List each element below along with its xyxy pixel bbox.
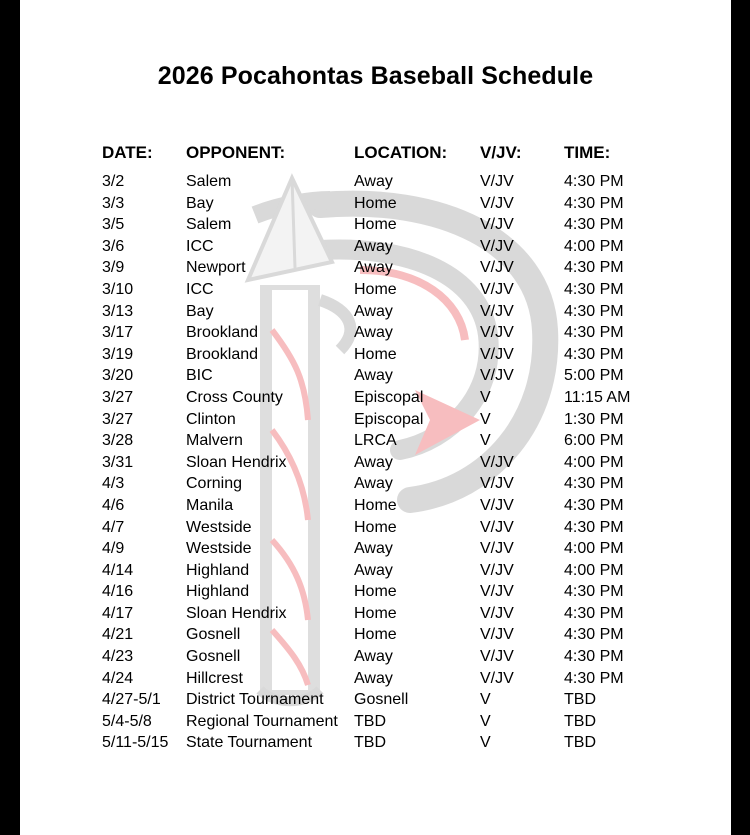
table-row (20, 388, 731, 410)
cell-date: 4/23 (102, 648, 134, 666)
table-row (20, 302, 731, 324)
cell-vjv: V/JV (480, 259, 514, 277)
cell-opponent: Highland (186, 583, 250, 601)
cell-date: 4/16 (102, 583, 134, 601)
cell-opponent: Sloan Hendrix (186, 453, 287, 471)
cell-date: 4/3 (102, 475, 125, 493)
cell-location: Home (354, 496, 397, 514)
cell-time: TBD (564, 691, 596, 709)
cell-date: 3/3 (102, 194, 125, 212)
header-opponent: OPPONENT: (186, 143, 286, 162)
table-row (20, 474, 731, 496)
table-row (20, 237, 731, 259)
cell-time: 4:30 PM (564, 518, 624, 536)
cell-time: 4:30 PM (564, 604, 624, 622)
cell-opponent: State Tournament (186, 734, 313, 752)
cell-time: 11:15 AM (564, 388, 631, 406)
cell-location: Home (354, 518, 397, 536)
cell-vjv: V/JV (480, 237, 514, 255)
cell-vjv: V (480, 388, 491, 406)
cell-location: Away (354, 173, 393, 190)
cell-location: Home (354, 604, 397, 622)
cell-date: 3/17 (102, 324, 134, 342)
cell-time: 4:30 PM (564, 475, 624, 493)
cell-time: 4:30 PM (564, 194, 624, 212)
cell-time: 4:00 PM (564, 561, 624, 579)
cell-time: 4:00 PM (564, 237, 624, 255)
cell-vjv: V (480, 432, 491, 450)
table-row (20, 712, 731, 734)
cell-location: Away (354, 302, 393, 320)
cell-location: Away (354, 367, 393, 385)
cell-vjv: V/JV (480, 583, 514, 601)
cell-date: 5/11-5/15 (102, 734, 169, 752)
cell-date: 4/27-5/1 (102, 691, 161, 709)
page-title: 2026 Pocahontas Baseball Schedule (157, 62, 594, 90)
cell-time: TBD (564, 734, 596, 752)
cell-location: Away (354, 561, 393, 579)
cell-date: 3/31 (102, 453, 134, 471)
cell-opponent: Brookland (186, 345, 259, 363)
cell-vjv: V/JV (480, 561, 514, 579)
cell-location: Episcopal (354, 410, 424, 428)
cell-date: 5/4-5/8 (102, 712, 152, 730)
cell-vjv: V/JV (480, 496, 514, 514)
cell-date: 4/14 (102, 561, 134, 579)
cell-vjv: V/JV (480, 280, 514, 298)
cell-time: 5:00 PM (564, 367, 624, 385)
cell-vjv: V/JV (480, 216, 514, 234)
cell-time: 4:00 PM (564, 540, 624, 558)
cell-location: Away (354, 475, 393, 493)
cell-date: 3/10 (102, 280, 134, 298)
cell-time: 4:30 PM (564, 648, 624, 666)
cell-time: 4:30 PM (564, 216, 624, 234)
table-row (20, 215, 731, 237)
cell-location: Home (354, 280, 397, 298)
table-row (20, 561, 731, 583)
cell-date: 3/28 (102, 432, 134, 450)
cell-vjv: V/JV (480, 669, 514, 687)
cell-opponent: Highland (186, 561, 250, 579)
table-row (20, 582, 731, 604)
cell-vjv: V/JV (480, 324, 514, 342)
cell-opponent: Manila (186, 496, 234, 514)
header-time: TIME: (564, 143, 611, 162)
cell-vjv: V/JV (480, 604, 514, 622)
cell-time: 4:30 PM (564, 302, 624, 320)
schedule-page (20, 0, 731, 835)
cell-vjv: V/JV (480, 518, 514, 536)
cell-opponent: Newport (186, 259, 246, 277)
cell-opponent: Sloan Hendrix (186, 604, 287, 622)
cell-opponent: Bay (186, 302, 214, 320)
cell-location: Away (354, 669, 393, 687)
cell-vjv: V/JV (480, 367, 514, 385)
cell-date: 4/17 (102, 604, 134, 622)
cell-location: Away (354, 453, 393, 471)
cell-date: 3/27 (102, 410, 134, 428)
cell-location: Away (354, 648, 393, 666)
table-row (20, 604, 731, 626)
cell-opponent: District Tournament (186, 691, 324, 709)
table-row (20, 539, 731, 561)
cell-date: 3/5 (102, 216, 125, 234)
cell-vjv: V/JV (480, 540, 514, 558)
cell-opponent: Brookland (186, 324, 259, 342)
cell-time: 4:30 PM (564, 669, 624, 687)
cell-date: 3/2 (102, 173, 125, 190)
table-row (20, 690, 731, 712)
cell-opponent: Hillcrest (186, 669, 243, 687)
table-row (20, 431, 731, 453)
cell-date: 4/7 (102, 518, 125, 536)
cell-date: 3/13 (102, 302, 134, 320)
cell-vjv: V/JV (480, 648, 514, 666)
cell-time: 4:30 PM (564, 345, 624, 363)
cell-vjv: V/JV (480, 475, 514, 493)
cell-time: 4:30 PM (564, 173, 624, 190)
cell-opponent: Cross County (186, 388, 283, 406)
cell-time: 4:30 PM (564, 626, 624, 644)
cell-location: TBD (354, 712, 386, 730)
cell-location: Away (354, 324, 393, 342)
cell-time: 4:00 PM (564, 453, 624, 471)
cell-vjv: V/JV (480, 626, 514, 644)
cell-opponent: Bay (186, 194, 214, 212)
header-location: LOCATION: (354, 143, 448, 162)
cell-vjv: V/JV (480, 194, 514, 212)
table-row (20, 453, 731, 475)
cell-location: Away (354, 540, 393, 558)
cell-opponent: Salem (186, 173, 232, 190)
cell-location: LRCA (354, 432, 397, 450)
header-vjv: V/JV: (480, 143, 522, 162)
cell-time: TBD (564, 712, 596, 730)
cell-time: 4:30 PM (564, 496, 624, 514)
table-body (20, 172, 731, 755)
cell-location: Away (354, 237, 393, 255)
cell-opponent: Westside (186, 518, 252, 536)
table-row (20, 345, 731, 367)
cell-opponent: Clinton (186, 410, 236, 428)
cell-vjv: V (480, 712, 491, 730)
cell-opponent: Corning (186, 475, 243, 493)
cell-opponent: Westside (186, 540, 252, 558)
table-row (20, 172, 731, 194)
table-row (20, 647, 731, 669)
cell-location: Home (354, 626, 397, 644)
table-row (20, 280, 731, 302)
table-row (20, 518, 731, 540)
cell-time: 1:30 PM (564, 410, 624, 428)
cell-date: 3/9 (102, 259, 125, 277)
table-row (20, 625, 731, 647)
cell-date: 4/21 (102, 626, 134, 644)
cell-vjv: V/JV (480, 345, 514, 363)
cell-opponent: BIC (186, 367, 213, 385)
cell-opponent: Gosnell (186, 626, 241, 644)
cell-opponent: ICC (186, 237, 214, 255)
cell-opponent: Regional Tournament (186, 712, 338, 730)
cell-vjv: V/JV (480, 173, 514, 190)
cell-location: Home (354, 345, 397, 363)
cell-vjv: V/JV (480, 302, 514, 320)
table-row (20, 258, 731, 280)
cell-date: 4/9 (102, 540, 125, 558)
cell-location: Away (354, 259, 393, 277)
cell-location: Episcopal (354, 388, 424, 406)
cell-vjv: V (480, 691, 491, 709)
header-date: DATE: (102, 143, 153, 162)
table-row (20, 323, 731, 345)
table-row (20, 733, 731, 755)
cell-location: TBD (354, 734, 386, 752)
cell-date: 4/6 (102, 496, 125, 514)
cell-location: Home (354, 194, 397, 212)
schedule-table (20, 0, 731, 835)
cell-time: 4:30 PM (564, 280, 624, 298)
cell-date: 3/20 (102, 367, 134, 385)
cell-date: 3/19 (102, 345, 134, 363)
cell-location: Home (354, 583, 397, 601)
cell-vjv: V (480, 410, 491, 428)
cell-time: 4:30 PM (564, 324, 624, 342)
cell-opponent: ICC (186, 280, 214, 298)
cell-date: 3/6 (102, 237, 125, 255)
table-row (20, 366, 731, 388)
cell-vjv: V/JV (480, 453, 514, 471)
table-row (20, 194, 731, 216)
cell-opponent: Gosnell (186, 648, 241, 666)
cell-location: Gosnell (354, 691, 409, 709)
cell-location: Home (354, 216, 397, 234)
cell-time: 4:30 PM (564, 583, 624, 601)
table-row (20, 669, 731, 691)
table-row (20, 410, 731, 432)
cell-opponent: Malvern (186, 432, 243, 450)
cell-date: 3/27 (102, 388, 134, 406)
table-header (20, 143, 731, 165)
cell-vjv: V (480, 734, 491, 752)
cell-time: 4:30 PM (564, 259, 624, 277)
table-row (20, 496, 731, 518)
cell-opponent: Salem (186, 216, 232, 234)
cell-date: 4/24 (102, 669, 134, 687)
cell-time: 6:00 PM (564, 432, 624, 450)
